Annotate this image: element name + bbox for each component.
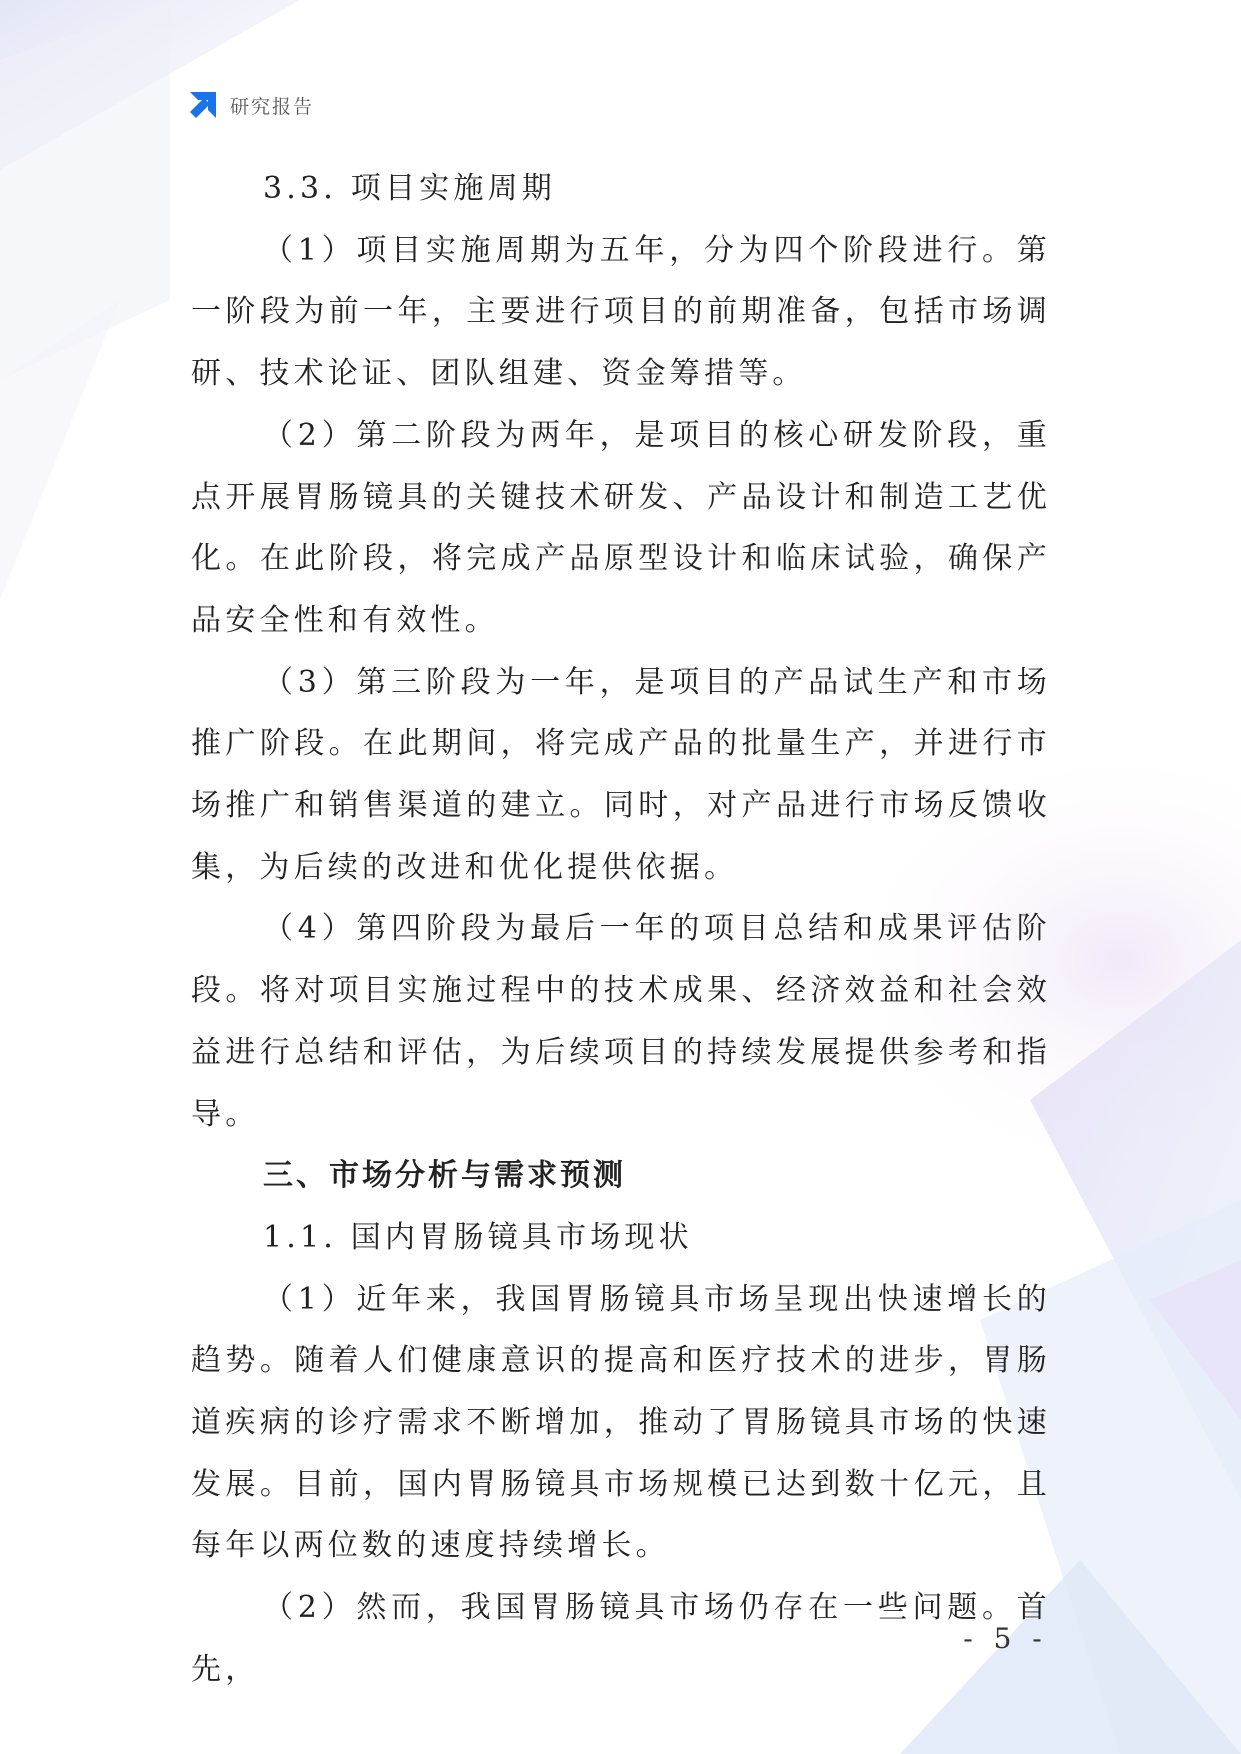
diagonal-arrow-logo-icon [186,88,220,122]
chapter-heading: 三、市场分析与需求预测 [263,1158,626,1194]
document-body [191,158,1051,1701]
paragraph: （4）第四阶段为最后一年的项目总结和成果评估阶段。将对项目实施过程中的技术成果、经济效益和社会效益进行总结和评估，为后续项目的持续发展提供参考和指导。 [191,911,1051,1132]
section-heading-1-1: 1.1. 国内胃肠镜具市场现状 [263,1219,693,1255]
page-number: - 5 - [963,1622,1048,1655]
paragraph: （1）项目实施周期为五年，分为四个阶段进行。第一阶段为前一年，主要进行项目的前期准备，包括市场调研、技术论证、团队组建、资金筹措等。 [191,232,1051,392]
report-header [186,88,314,122]
paragraph: （2）然而，我国胃肠镜具市场仍存在一些问题。首先， [191,1590,1051,1687]
header-title: 研究报告 [230,95,315,118]
paragraph: （3）第三阶段为一年，是项目的产品试生产和市场推广阶段。在此期间，将完成产品的批量生产，并进行市场推广和销售渠道的建立。同时，对产品进行市场反馈收集，为后续的改进和优化提供依据。 [191,664,1051,885]
paragraph: （1）近年来，我国胃肠镜具市场呈现出快速增长的趋势。随着人们健康意识的提高和医疗技术的进步，胃肠道疾病的诊疗需求不断增加，推动了胃肠镜具市场的快速发展。目前，国内胃肠镜具市场规模已达到数十亿元，且每年以两位数的速度持续增长。 [191,1281,1051,1564]
paragraph: （2）第二阶段为两年，是项目的核心研发阶段，重点开展胃肠镜具的关键技术研发、产品设计和制造工艺优化。在此阶段，将完成产品原型设计和临床试验，确保产品安全性和有效性。 [191,417,1051,638]
section-heading-3-3: 3.3. 项目实施周期 [263,171,556,206]
